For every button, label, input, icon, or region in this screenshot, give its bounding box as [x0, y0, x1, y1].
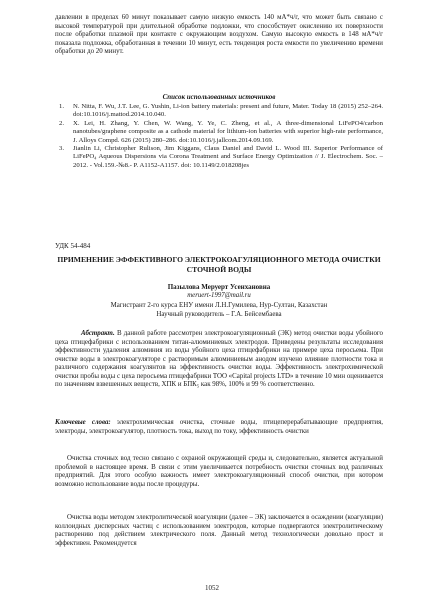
keywords: [55, 419, 383, 436]
reference-number: 1.: [59, 103, 65, 110]
affiliation: [55, 302, 383, 319]
keywords-text: электрохимическая очистка, сточные воды, птицеперерабатывающие предприятия, электроды, электрокоагулятор, плотность тока, выход по току, эффективность очистки: [55, 419, 383, 435]
article-title: ПРИМЕНЕНИЕ ЭФФЕКТИВНОГО ЭЛЕКТРОКОАГУЛЯЦИОННОГО МЕТОДА ОЧИСТКИ СТОЧНОЙ ВОДЫ: [57, 255, 381, 274]
reference-text: Jianlin Li, Christopher Rulison, Jim Kiggans, Claus Daniel and David L. Wood III. Superior Performance of LiFePO₄ Aqueous Dispersions via Corona Treatment and Surface Energy Optimization // J. Electrochem. Soc. – 2012. - Vol.159.-№8.- P. A1152-A1157. doi: 10.1149/2.018208jes: [73, 145, 383, 169]
intro-paragraph: давлении в пределах 60 минут показывает самую низкую емкость 140 мА*ч/г, что может быть связано с высокой температурой при длительной обработке подложки, что способствует окислению их поверхности после обработки плазмой при контакте с окружающим воздухом. Самую высокую емкость в 148 мА*ч/г показала подложка, обработанная в течении 10 минут, есть тенденция роста емкости по увеличению времени обработки до 20 минут.: [55, 14, 383, 56]
reference-item: [55, 120, 383, 145]
abstract-text: В данной работе рассмотрен электрокоагуляционный (ЭК) метод очистки воды убойного цеха птицефабрики с использованием титан-алюминиевых электродов. Приведены результаты исследования эффективности удаления алюминия из воды убойного цеха птицефабрики на примере цеха перосьема. При очистке воды в электрокоагуляторе с растворимым алюминиевым анодом изучено влияние плотности тока и различного содержания коагулянтов на эффективность очистки воды. Эффективность электрохимической очистки пробы воды с цеха перосьема птицефабрики ТОО «Capital projects LTD» в течение 10 мин оценивается по значениям взвешенных веществ, ХПК и БПК₅ как 98%, 100% и 99 % соответственно.: [55, 330, 383, 388]
reference-item: [55, 103, 383, 120]
author-email: meruert-1997@mail.ru: [187, 292, 251, 299]
references-list: [55, 103, 383, 170]
page-number: 1052: [205, 584, 219, 592]
reference-item: [55, 145, 383, 170]
supervisor-line: Научный руководитель – Г.А. Бейсембаева: [156, 310, 282, 318]
references-heading: Список использованных источников: [162, 93, 276, 101]
keywords-label: Ключевые слова:: [55, 419, 111, 426]
udc-code: УДК 54-484: [55, 242, 91, 250]
reference-text: X. Lei, H. Zhang, Y. Chen, W. Wang, Y. Ye, C. Zheng, et al., A three-dimensional LiFePO4/carbon nanotubes/graphene composite as a cathode material for lithium-ion batteries with superior high-rate performance, J. Alloys Compd. 626 (2015) 280–286. doi:10.1016/j.jallcom.2014.09.169.: [73, 119, 383, 144]
reference-number: 3.: [59, 145, 65, 153]
body-paragraph: Очистка воды методом электролитической коагуляции (далее – ЭК) заключается в осаждении (коагуляции) коллоидных дисперсных частиц с использованием электродов, которые подвергаются электролитическому растворению под действием электрического поля. Данный метод технологически довольно прост и эффективен. Рекомендуется: [55, 514, 383, 547]
abstract-label: Абстракт.: [81, 330, 115, 337]
affiliation-line: Магистрант 2-го курса ЕНУ имени Л.Н.Гумилева, Нур-Султан, Казахстан: [110, 302, 328, 309]
reference-text: N. Nitta, F. Wu, J.T. Lee, G. Yushin, Li-ion battery materials: present and future, Mater. Today 18 (2015) 252–264. doi:10.1016/j.mattod.2014.10.040.: [73, 103, 383, 119]
author-name: Пазылова Меруерт Усенхановна: [167, 283, 271, 291]
body-paragraph: Очистка сточных вод тесно связано с охраной окружающей среды и, следовательно, является актуальной проблемой в настоящее время. В связи с этим увеличивается потребность очистки сточных вод различных предприятий. Для этого особую важность имеет электрокоагуляционный способ очистки, при котором возможно использование воды после процедуры.: [55, 455, 383, 488]
abstract: [55, 330, 383, 390]
reference-number: 2.: [59, 119, 65, 127]
